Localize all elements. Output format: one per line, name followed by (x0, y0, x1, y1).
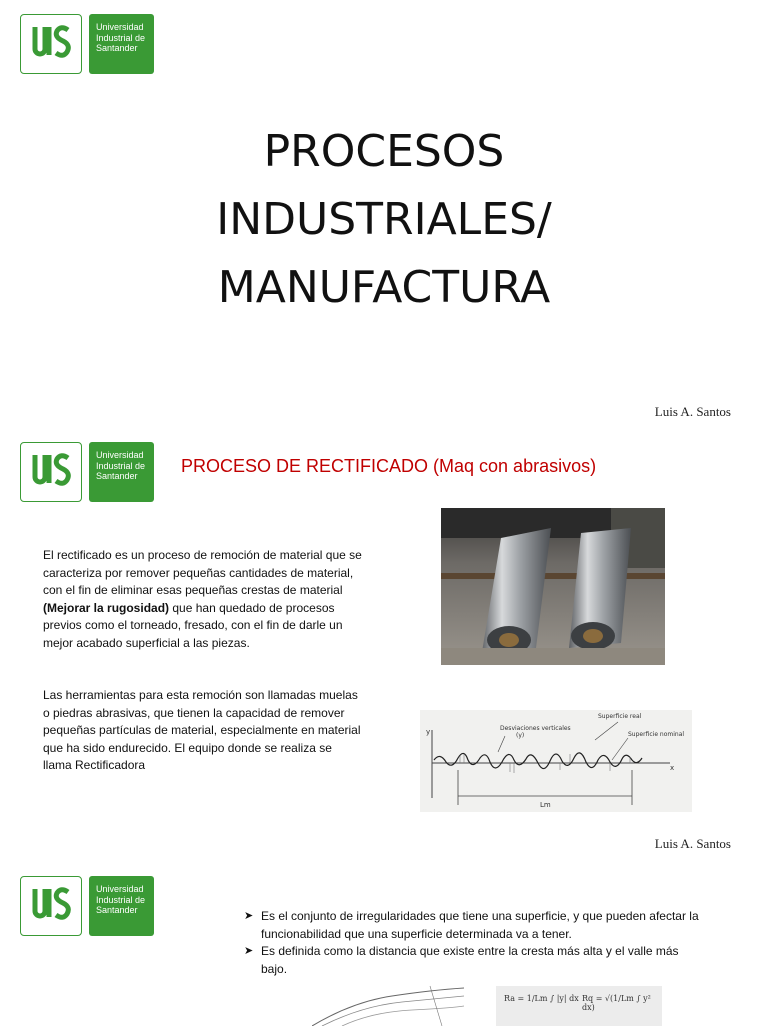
grinding-rollers-photo (441, 508, 665, 665)
uis-logo-text (89, 14, 154, 74)
slide-1-title (0, 118, 768, 322)
formula-ra: Ra = 1/Lm ∫ |y| dx (504, 994, 579, 1003)
uis-logo-mark (20, 442, 82, 502)
uis-logo (20, 876, 154, 938)
bullet-1-text: Es el conjunto de irregularidades que tiene una superficie, y que pueden afectar la funcionabilidad que una superficie determinada va a tener. (261, 909, 699, 941)
definition-bullets (244, 908, 704, 978)
roughness-formulas (496, 986, 662, 1026)
diagram-label-real-surface: Superficie real (598, 713, 642, 720)
diagram-length-label: Lm (540, 801, 551, 809)
diagram-label-deviations-y: (y) (516, 732, 525, 739)
slide-2-author: Luis A. Santos (654, 836, 731, 851)
arrow-bullet-icon: ➤ (244, 910, 254, 922)
uis-logo-text (89, 876, 154, 936)
logo-line-2: Industrial de (96, 460, 146, 471)
paragraph-1 (43, 547, 363, 652)
title-line-1: PROCESOS (263, 126, 505, 177)
formula-rq: Rq = √(1/Lm ∫ y² dx) (582, 994, 651, 1012)
logo-line-2: Industrial de (96, 32, 146, 43)
diagram-axis-y: y (426, 728, 431, 736)
paragraph-1-bold: (Mejorar la rugosidad) (43, 600, 170, 615)
logo-line-3: Santander (96, 905, 138, 915)
bullet-item (244, 908, 704, 943)
diagram-axis-x: x (670, 764, 675, 772)
logo-line-1: Universidad (96, 450, 144, 460)
slide-2-title: PROCESO DE RECTIFICADO (Maq con abrasivos) (181, 456, 597, 476)
uis-logo (20, 14, 154, 76)
uis-logo-mark (20, 876, 82, 936)
logo-line-1: Universidad (96, 22, 144, 32)
paragraph-1-text-b: que han quedado de procesos previos como el torneado, fresado, con el fin de darle un mejor acabado superficial a las piezas. (43, 600, 343, 650)
logo-line-2: Industrial de (96, 894, 146, 905)
slide-2 (0, 432, 768, 862)
title-line-2: INDUSTRIALES/ (216, 194, 552, 245)
paragraph-1-text-a: El rectificado es un proceso de remoción de material que se caracteriza por remover pequeñas cantidades de material, con el fin de eliminar esas pequeñas crestas de material (43, 548, 362, 597)
bullet-item (244, 943, 704, 978)
slide-1 (0, 0, 768, 430)
title-line-3: MANUFACTURA (217, 262, 551, 313)
surface-layers-figure (312, 982, 464, 1026)
uis-logo-text (89, 442, 154, 502)
logo-line-1: Universidad (96, 884, 144, 894)
uis-logo-mark (20, 14, 82, 74)
diagram-label-nominal-surface: Superficie nominal (628, 731, 685, 738)
slide-3 (0, 864, 768, 1024)
arrow-bullet-icon: ➤ (244, 945, 254, 957)
uis-logo (20, 442, 154, 504)
bullet-2-text: Es definida como la distancia que existe entre la cresta más alta y el valle más bajo. (261, 944, 679, 976)
paragraph-2: Las herramientas para esta remoción son llamadas muelas o piedras abrasivas, que tienen la capacidad de remover pequeñas partículas de material, especialmente en material que ha sido endurecido. El equipo donde se realiza se llama Rectificadora (43, 688, 361, 772)
logo-line-3: Santander (96, 43, 138, 53)
logo-line-3: Santander (96, 471, 138, 481)
roughness-profile-diagram (420, 710, 692, 812)
slide-1-author: Luis A. Santos (654, 404, 731, 419)
diagram-label-deviations: Desviaciones verticales (500, 725, 571, 732)
